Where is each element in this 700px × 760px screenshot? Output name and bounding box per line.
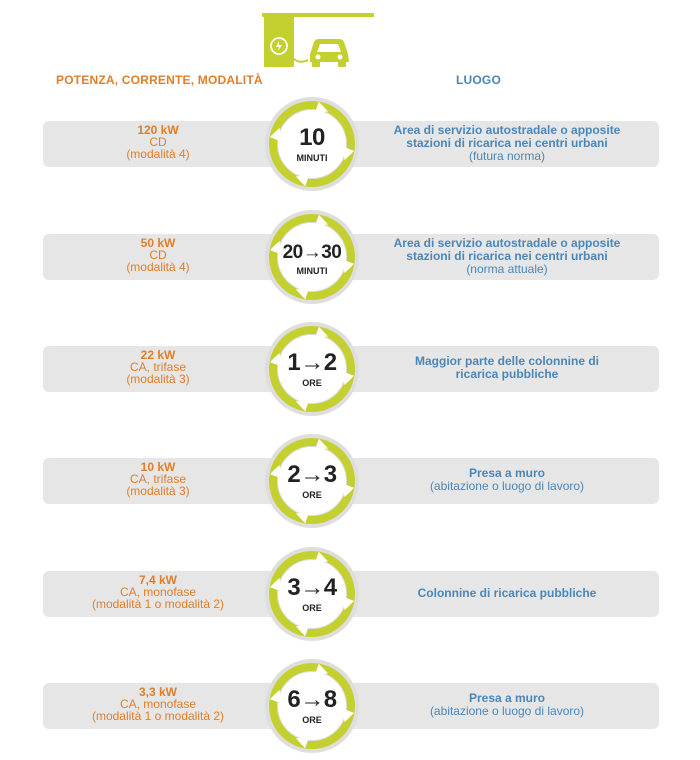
charging-mode: (modalità 1 o modalità 2) (91, 709, 225, 723)
current-type: CD (149, 135, 167, 149)
location-note: (abitazione o luogo di lavoro) (429, 479, 585, 493)
charging-time-unit: MINUTI (296, 153, 328, 163)
charging-time-badge (264, 96, 360, 192)
charging-row (0, 538, 700, 648)
location-info (360, 538, 654, 648)
power-value: 120 kW (137, 123, 179, 137)
charging-time-badge (264, 658, 360, 754)
location-info (360, 650, 654, 760)
location: Area di servizio autostradale o apposite stazioni di ricarica nei centri urbani (393, 122, 621, 150)
location: Maggior parte delle colonnine di ricarica pubbliche (414, 354, 600, 381)
charging-time: 2→3 (287, 461, 337, 488)
power-info (58, 237, 258, 273)
power-value: 50 kW (140, 236, 176, 250)
location-note: (norma attuale) (466, 261, 548, 276)
location-note: (futura norma) (468, 148, 546, 163)
location: Presa a muro (468, 466, 546, 480)
power-value: 22 kW (140, 348, 176, 362)
charging-time-unit: MINUTI (296, 266, 328, 276)
current-type: CA, monofase (119, 585, 197, 599)
location: Presa a muro (468, 691, 546, 705)
power-info (58, 124, 258, 160)
charging-row (0, 88, 700, 198)
charging-row (0, 650, 700, 760)
current-type: CA, monofase (119, 697, 197, 711)
charging-time: 10 (299, 124, 325, 151)
charging-time-badge (264, 433, 360, 529)
power-value: 10 kW (140, 460, 176, 474)
left-column-title: POTENZA, CORRENTE, MODALITÀ (56, 73, 263, 87)
power-info (58, 574, 258, 610)
charging-time-unit: ORE (302, 715, 322, 725)
location-info (360, 313, 654, 423)
charging-row (0, 201, 700, 311)
charging-mode: (modalità 3) (126, 484, 190, 498)
charging-time-unit: ORE (302, 603, 322, 613)
current-type: CD (149, 248, 167, 262)
charging-row (0, 425, 700, 535)
charging-mode: (modalità 4) (126, 147, 190, 161)
charging-mode: (modalità 3) (126, 372, 190, 386)
right-column-title: LUOGO (456, 73, 501, 87)
location: Area di servizio autostradale o apposite stazioni di ricarica nei centri urbani (393, 235, 621, 263)
charging-time: 3→4 (287, 574, 337, 601)
power-info (58, 461, 258, 497)
charging-row (0, 313, 700, 423)
power-value: 7,4 kW (138, 573, 177, 587)
charging-time-badge (264, 321, 360, 417)
charging-time: 20→30 (282, 242, 342, 263)
current-type: CA, trifase (129, 360, 186, 374)
charging-time: 6→8 (287, 686, 337, 713)
charging-time-unit: ORE (302, 378, 322, 388)
charging-time-badge (264, 546, 360, 642)
location: Colonnine di ricarica pubbliche (417, 585, 597, 600)
charging-time-unit: ORE (302, 490, 322, 500)
location-info (360, 425, 654, 535)
power-info (58, 686, 258, 722)
charging-mode: (modalità 4) (126, 260, 190, 274)
charging-time: 1→2 (287, 349, 337, 376)
charging-time-badge (264, 209, 360, 305)
location-info (360, 201, 654, 311)
location-note: (abitazione o luogo di lavoro) (429, 704, 585, 718)
charging-station-car-icon (258, 10, 378, 70)
power-value: 3,3 kW (138, 685, 177, 699)
location-info (360, 88, 654, 198)
power-info (58, 349, 258, 385)
current-type: CA, trifase (129, 472, 186, 486)
charging-mode: (modalità 1 o modalità 2) (91, 597, 225, 611)
